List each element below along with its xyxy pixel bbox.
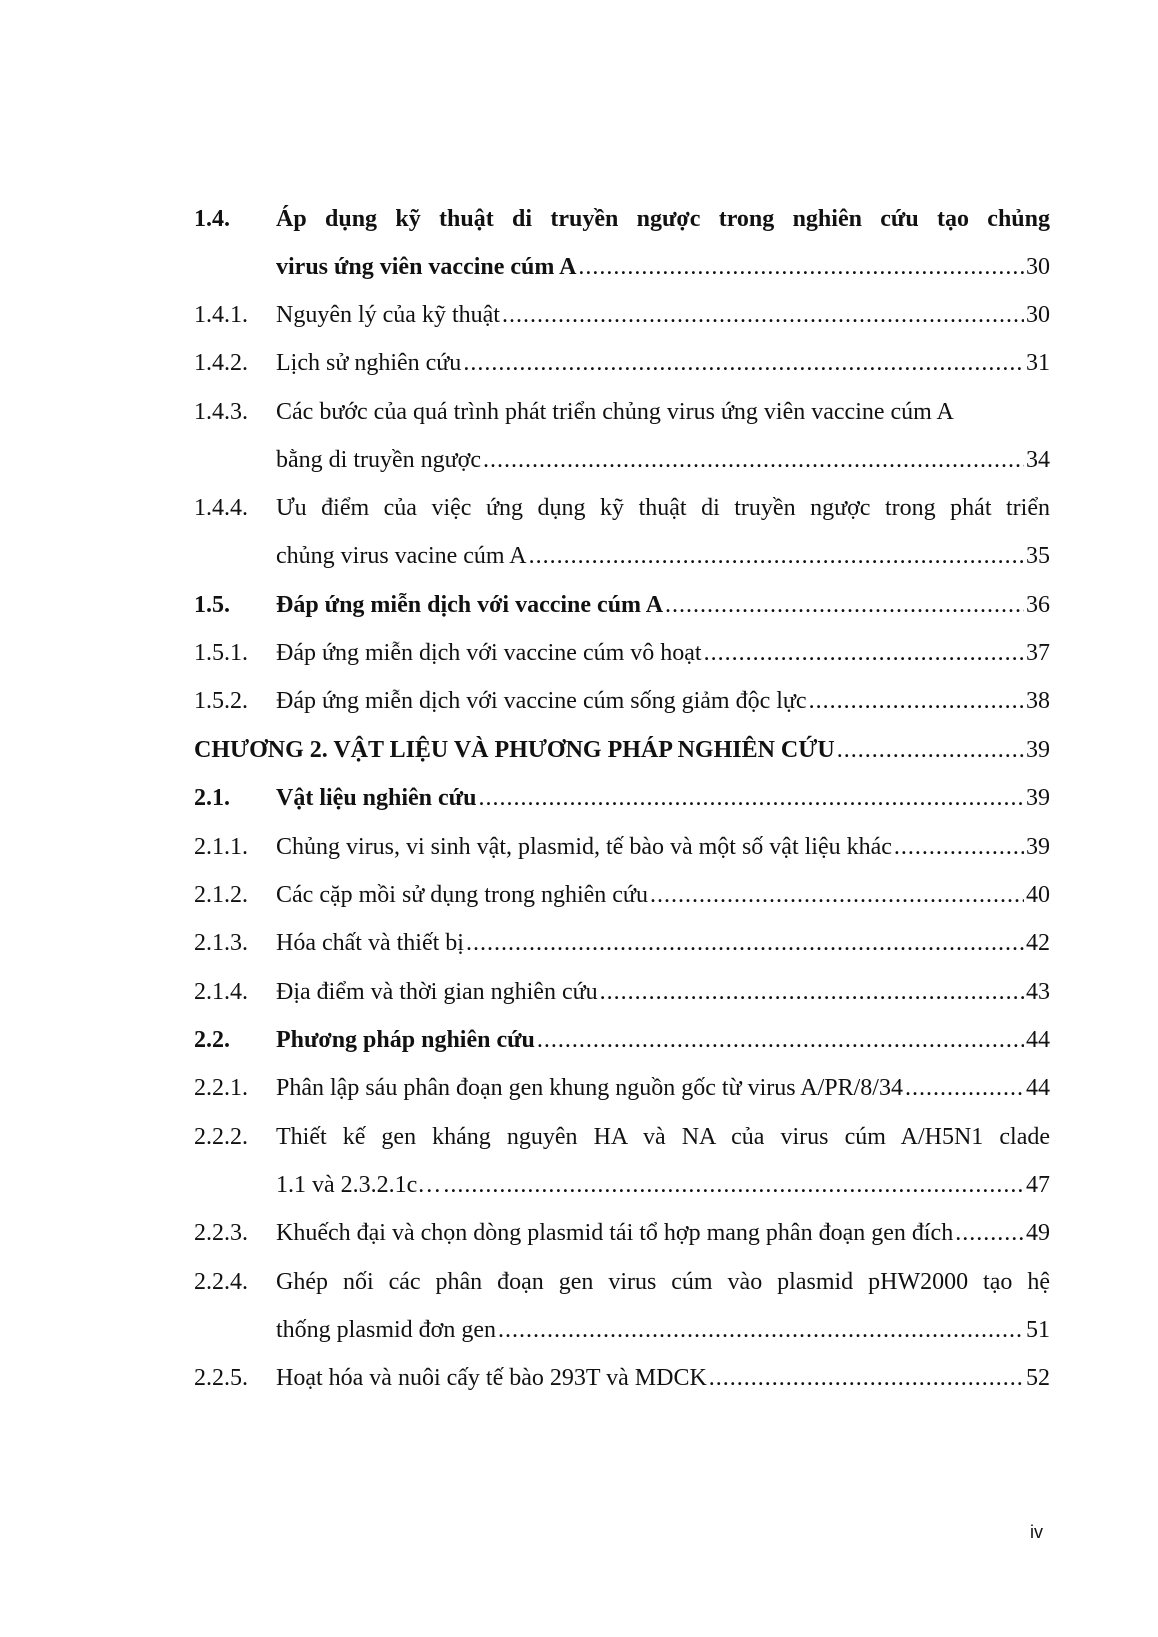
toc-entry-title-line1: Ưu điểm của việc ứng dụng kỹ thuật di truyền ngược trong phát triển: [276, 495, 1050, 521]
toc-entry-page: 30: [1026, 254, 1050, 280]
toc-entry-number: 2.2.: [194, 1027, 230, 1053]
toc-entry-number: 2.2.2.: [194, 1124, 248, 1150]
toc-entry-number: 2.1.: [194, 785, 230, 811]
toc-entry-page: 44: [1026, 1027, 1050, 1053]
dot-leader: [955, 1218, 1024, 1248]
toc-entry-page: 39: [1026, 834, 1050, 860]
page-number: iv: [1030, 1522, 1043, 1542]
toc-entry-page: 52: [1026, 1365, 1050, 1391]
toc-entry-page: 34: [1026, 447, 1050, 473]
toc-entry-number: 2.1.1.: [194, 834, 248, 860]
toc-entry-title: Hoạt hóa và nuôi cấy tế bào 293T và MDCK: [276, 1365, 707, 1391]
toc-entry-title-line2: virus ứng viên vaccine cúm A: [276, 254, 577, 280]
dot-leader: [578, 252, 1024, 282]
toc-entry-number: 1.4.4.: [194, 495, 248, 521]
dot-leader: [478, 783, 1024, 813]
toc-entry-title: Hóa chất và thiết bị: [276, 930, 464, 956]
dot-leader: [443, 1170, 1024, 1200]
toc-entry-page: 37: [1026, 640, 1050, 666]
dot-leader: [704, 638, 1024, 668]
toc-entry-title: Khuếch đại và chọn dòng plasmid tái tổ hợp mang phân đoạn gen đích: [276, 1220, 954, 1246]
toc-entry-number: 2.1.2.: [194, 882, 248, 908]
toc-entry-title-line1: Thiết kế gen kháng nguyên HA và NA của virus cúm A/H5N1 clade: [276, 1124, 1050, 1150]
dot-leader: [463, 348, 1024, 378]
toc-entry-number: 1.4.3.: [194, 399, 248, 425]
dot-leader: [600, 977, 1024, 1007]
toc-entry-number: 1.4.1.: [194, 302, 248, 328]
dot-leader: [483, 445, 1024, 475]
toc-entry-title-line1: Các bước của quá trình phát triển chủng virus ứng viên vaccine cúm A: [276, 399, 954, 425]
dot-leader: [809, 686, 1024, 716]
toc-entry-title: Vật liệu nghiên cứu: [276, 785, 477, 811]
toc-entry-page: 43: [1026, 979, 1050, 1005]
toc-entry-title: Chủng virus, vi sinh vật, plasmid, tế bào và một số vật liệu khác: [276, 834, 892, 860]
toc-entry-number: 1.5.1.: [194, 640, 248, 666]
toc-entry-title-line2: bằng di truyền ngược: [276, 447, 481, 473]
toc-entry-number: 1.5.: [194, 592, 230, 618]
dot-leader: [466, 928, 1024, 958]
toc-entry-number: 2.1.3.: [194, 930, 248, 956]
chapter-title: CHƯƠNG 2. VẬT LIỆU VÀ PHƯƠNG PHÁP NGHIÊN CỨU: [194, 737, 835, 763]
toc-entry-title: Nguyên lý của kỹ thuật: [276, 302, 500, 328]
dot-leader: [709, 1363, 1024, 1393]
toc-entry-page: 36: [1026, 592, 1050, 618]
toc-entry-number: 1.4.: [194, 206, 230, 232]
toc-entry-number: 1.4.2.: [194, 350, 248, 376]
dot-leader: [650, 880, 1024, 910]
toc-entry-page: 42: [1026, 930, 1050, 956]
toc-entry-page: 40: [1026, 882, 1050, 908]
toc-entry-title: Các cặp mồi sử dụng trong nghiên cứu: [276, 882, 648, 908]
toc-entry-title: Đáp ứng miễn dịch với vaccine cúm sống giảm độc lực: [276, 688, 807, 714]
dot-leader: [894, 832, 1024, 862]
toc-entry-title-line2: thống plasmid đơn gen: [276, 1317, 497, 1343]
toc-entry-number: 2.2.3.: [194, 1220, 248, 1246]
dot-leader: [502, 300, 1024, 330]
toc-entry-title: Đáp ứng miễn dịch với vaccine cúm vô hoạt: [276, 640, 702, 666]
dot-leader: [537, 1025, 1024, 1055]
toc-entry-number: 2.2.4.: [194, 1269, 248, 1295]
dot-leader: [529, 541, 1024, 571]
toc-entry-title-line2: 1.1 và 2.3.2.1c…: [276, 1172, 442, 1198]
toc-entry-number: 1.5.2.: [194, 688, 248, 714]
toc-entry-title: Lịch sử nghiên cứu: [276, 350, 462, 376]
toc-entry-page: 39: [1026, 737, 1050, 763]
toc-entry-title: Phương pháp nghiên cứu: [276, 1027, 535, 1053]
toc-entry-title: Đáp ứng miễn dịch với vaccine cúm A: [276, 592, 664, 618]
toc-entry-page: 31: [1026, 350, 1050, 376]
dot-leader: [837, 735, 1024, 765]
toc-entry-number: 2.1.4.: [194, 979, 248, 1005]
toc-entry-page: 44: [1026, 1075, 1050, 1101]
toc-entry-title: Phân lập sáu phân đoạn gen khung nguồn gốc từ virus A/PR/8/34: [276, 1075, 903, 1101]
toc-entry-page: 51: [1026, 1317, 1050, 1343]
toc-entry-page: 49: [1026, 1220, 1050, 1246]
dot-leader: [498, 1315, 1024, 1345]
toc-entry-page: 38: [1026, 688, 1050, 714]
toc-entry-page: 30: [1026, 302, 1050, 328]
toc-entry-title: Địa điểm và thời gian nghiên cứu: [276, 979, 598, 1005]
toc-entry-page: 47: [1026, 1172, 1050, 1198]
toc-entry-title-line2: chủng virus vacine cúm A: [276, 543, 527, 569]
toc-entry-page: 35: [1026, 543, 1050, 569]
toc-entry-page: 39: [1026, 785, 1050, 811]
toc-entry-title-line1: Áp dụng kỹ thuật di truyền ngược trong nghiên cứu tạo chủng: [276, 206, 1050, 232]
dot-leader: [665, 590, 1024, 620]
toc-entry-title-line1: Ghép nối các phân đoạn gen virus cúm vào plasmid pHW2000 tạo hệ: [276, 1269, 1050, 1295]
dot-leader: [905, 1073, 1024, 1103]
toc-entry-number: 2.2.5.: [194, 1365, 248, 1391]
toc-entry-number: 2.2.1.: [194, 1075, 248, 1101]
